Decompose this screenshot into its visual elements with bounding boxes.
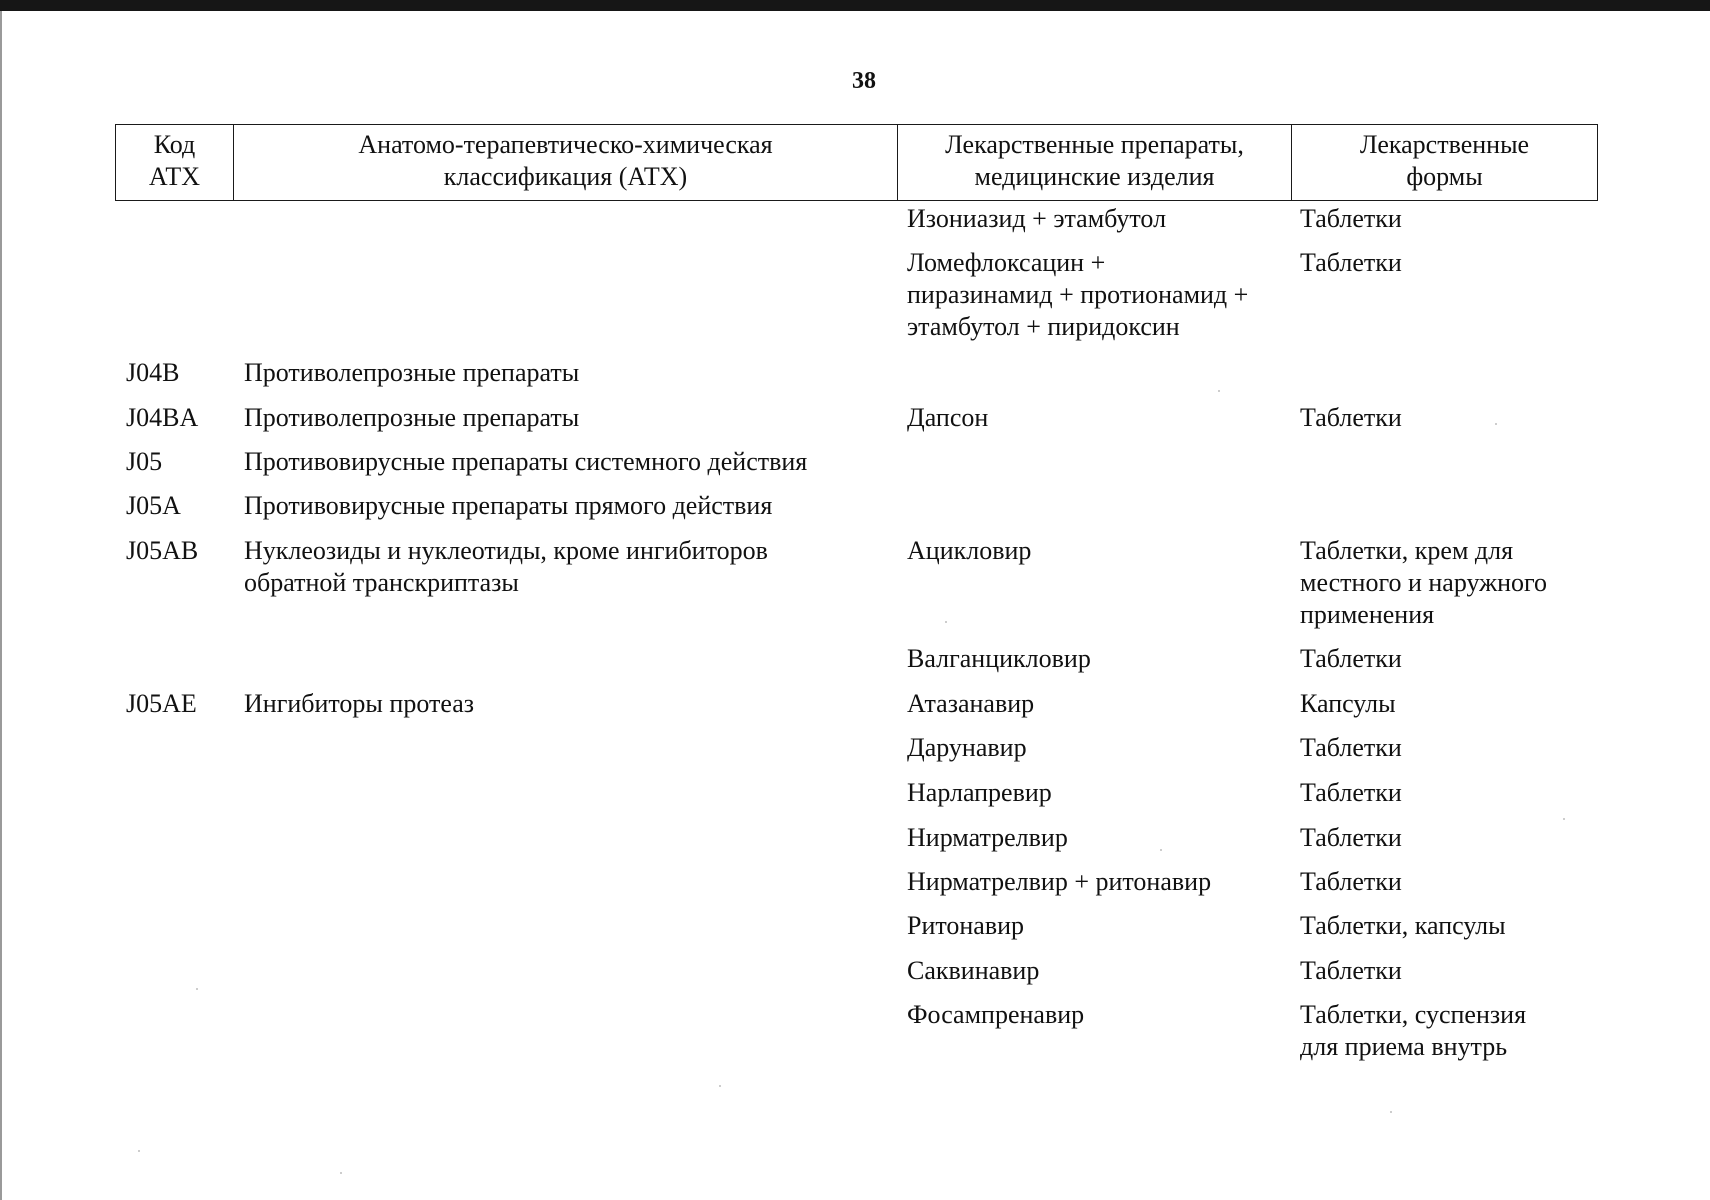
- drug-name: Ломефлоксацин + пиразинамид + протионамид + этамбутол + пиридоксин: [907, 248, 1249, 341]
- dosage-form: Таблетки: [1300, 867, 1402, 896]
- dosage-form: Таблетки: [1300, 823, 1402, 852]
- atc-classification: Противовирусные препараты прямого действия: [244, 491, 773, 520]
- scan-speck: [196, 988, 198, 990]
- scan-speck: [945, 621, 947, 623]
- atc-classification: Противовирусные препараты системного действия: [244, 447, 808, 476]
- drug-name: Ритонавир: [907, 911, 1025, 940]
- drug-name: Атазанавир: [907, 689, 1035, 718]
- dosage-form: Таблетки: [1300, 644, 1402, 673]
- dosage-form: Таблетки: [1300, 403, 1402, 432]
- drug-name: Нирматрелвир: [907, 823, 1068, 852]
- scan-speck: [1218, 390, 1220, 392]
- drug-name: Валганцикловир: [907, 644, 1091, 673]
- drug-name: Саквинавир: [907, 956, 1040, 985]
- dosage-form: Таблетки: [1300, 956, 1402, 985]
- header-drugs-label: Лекарственные препараты, медицинские изделия: [945, 130, 1244, 191]
- drug-name: Дапсон: [907, 403, 989, 432]
- drug-name: Фосампренавир: [907, 1000, 1085, 1029]
- header-forms-label: Лекарственные формы: [1359, 130, 1530, 191]
- dosage-form: Капсулы: [1300, 689, 1396, 718]
- atc-code: J04B: [126, 358, 180, 387]
- header-classification-label: Анатомо-терапевтическо-химическая классификация (АТХ): [358, 130, 773, 191]
- scan-speck: [1495, 423, 1497, 425]
- dosage-form: Таблетки: [1300, 248, 1402, 277]
- scan-speck: [1390, 1111, 1392, 1113]
- scan-speck: [138, 1150, 140, 1152]
- drug-name: Дарунавир: [907, 733, 1027, 762]
- scan-speck: [1563, 818, 1565, 820]
- scan-speck: [340, 1172, 342, 1174]
- scan-speck: [719, 1085, 721, 1087]
- scan-speck: [1160, 849, 1162, 851]
- atc-classification: Нуклеозиды и нуклеотиды, кроме ингибиторов обратной транскриптазы: [244, 536, 768, 597]
- drug-name: Нарлапревир: [907, 778, 1052, 807]
- atc-code: J05AE: [126, 689, 197, 718]
- dosage-form: Таблетки, крем для местного и наружного применения: [1300, 536, 1548, 629]
- dosage-form: Таблетки: [1300, 733, 1402, 762]
- atc-classification: Противолепрозные препараты: [244, 358, 580, 387]
- header-code-label: Код АТХ: [148, 130, 201, 191]
- atc-code: J05AB: [126, 536, 199, 565]
- dosage-form: Таблетки, суспензия для приема внутрь: [1300, 1000, 1527, 1061]
- page-number: 38: [852, 68, 876, 94]
- dosage-form: Таблетки: [1300, 778, 1402, 807]
- dosage-form: Таблетки, капсулы: [1300, 911, 1506, 940]
- atc-code: J04BA: [126, 403, 199, 432]
- atc-code: J05A: [126, 491, 181, 520]
- atc-code: J05: [126, 447, 163, 476]
- dosage-form: Таблетки: [1300, 204, 1402, 233]
- drug-name: Изониазид + этамбутол: [907, 204, 1167, 233]
- drug-name: Ацикловир: [907, 536, 1032, 565]
- atc-classification: Противолепрозные препараты: [244, 403, 580, 432]
- atc-classification: Ингибиторы протеаз: [244, 689, 475, 718]
- drug-name: Нирматрелвир + ритонавир: [907, 867, 1212, 896]
